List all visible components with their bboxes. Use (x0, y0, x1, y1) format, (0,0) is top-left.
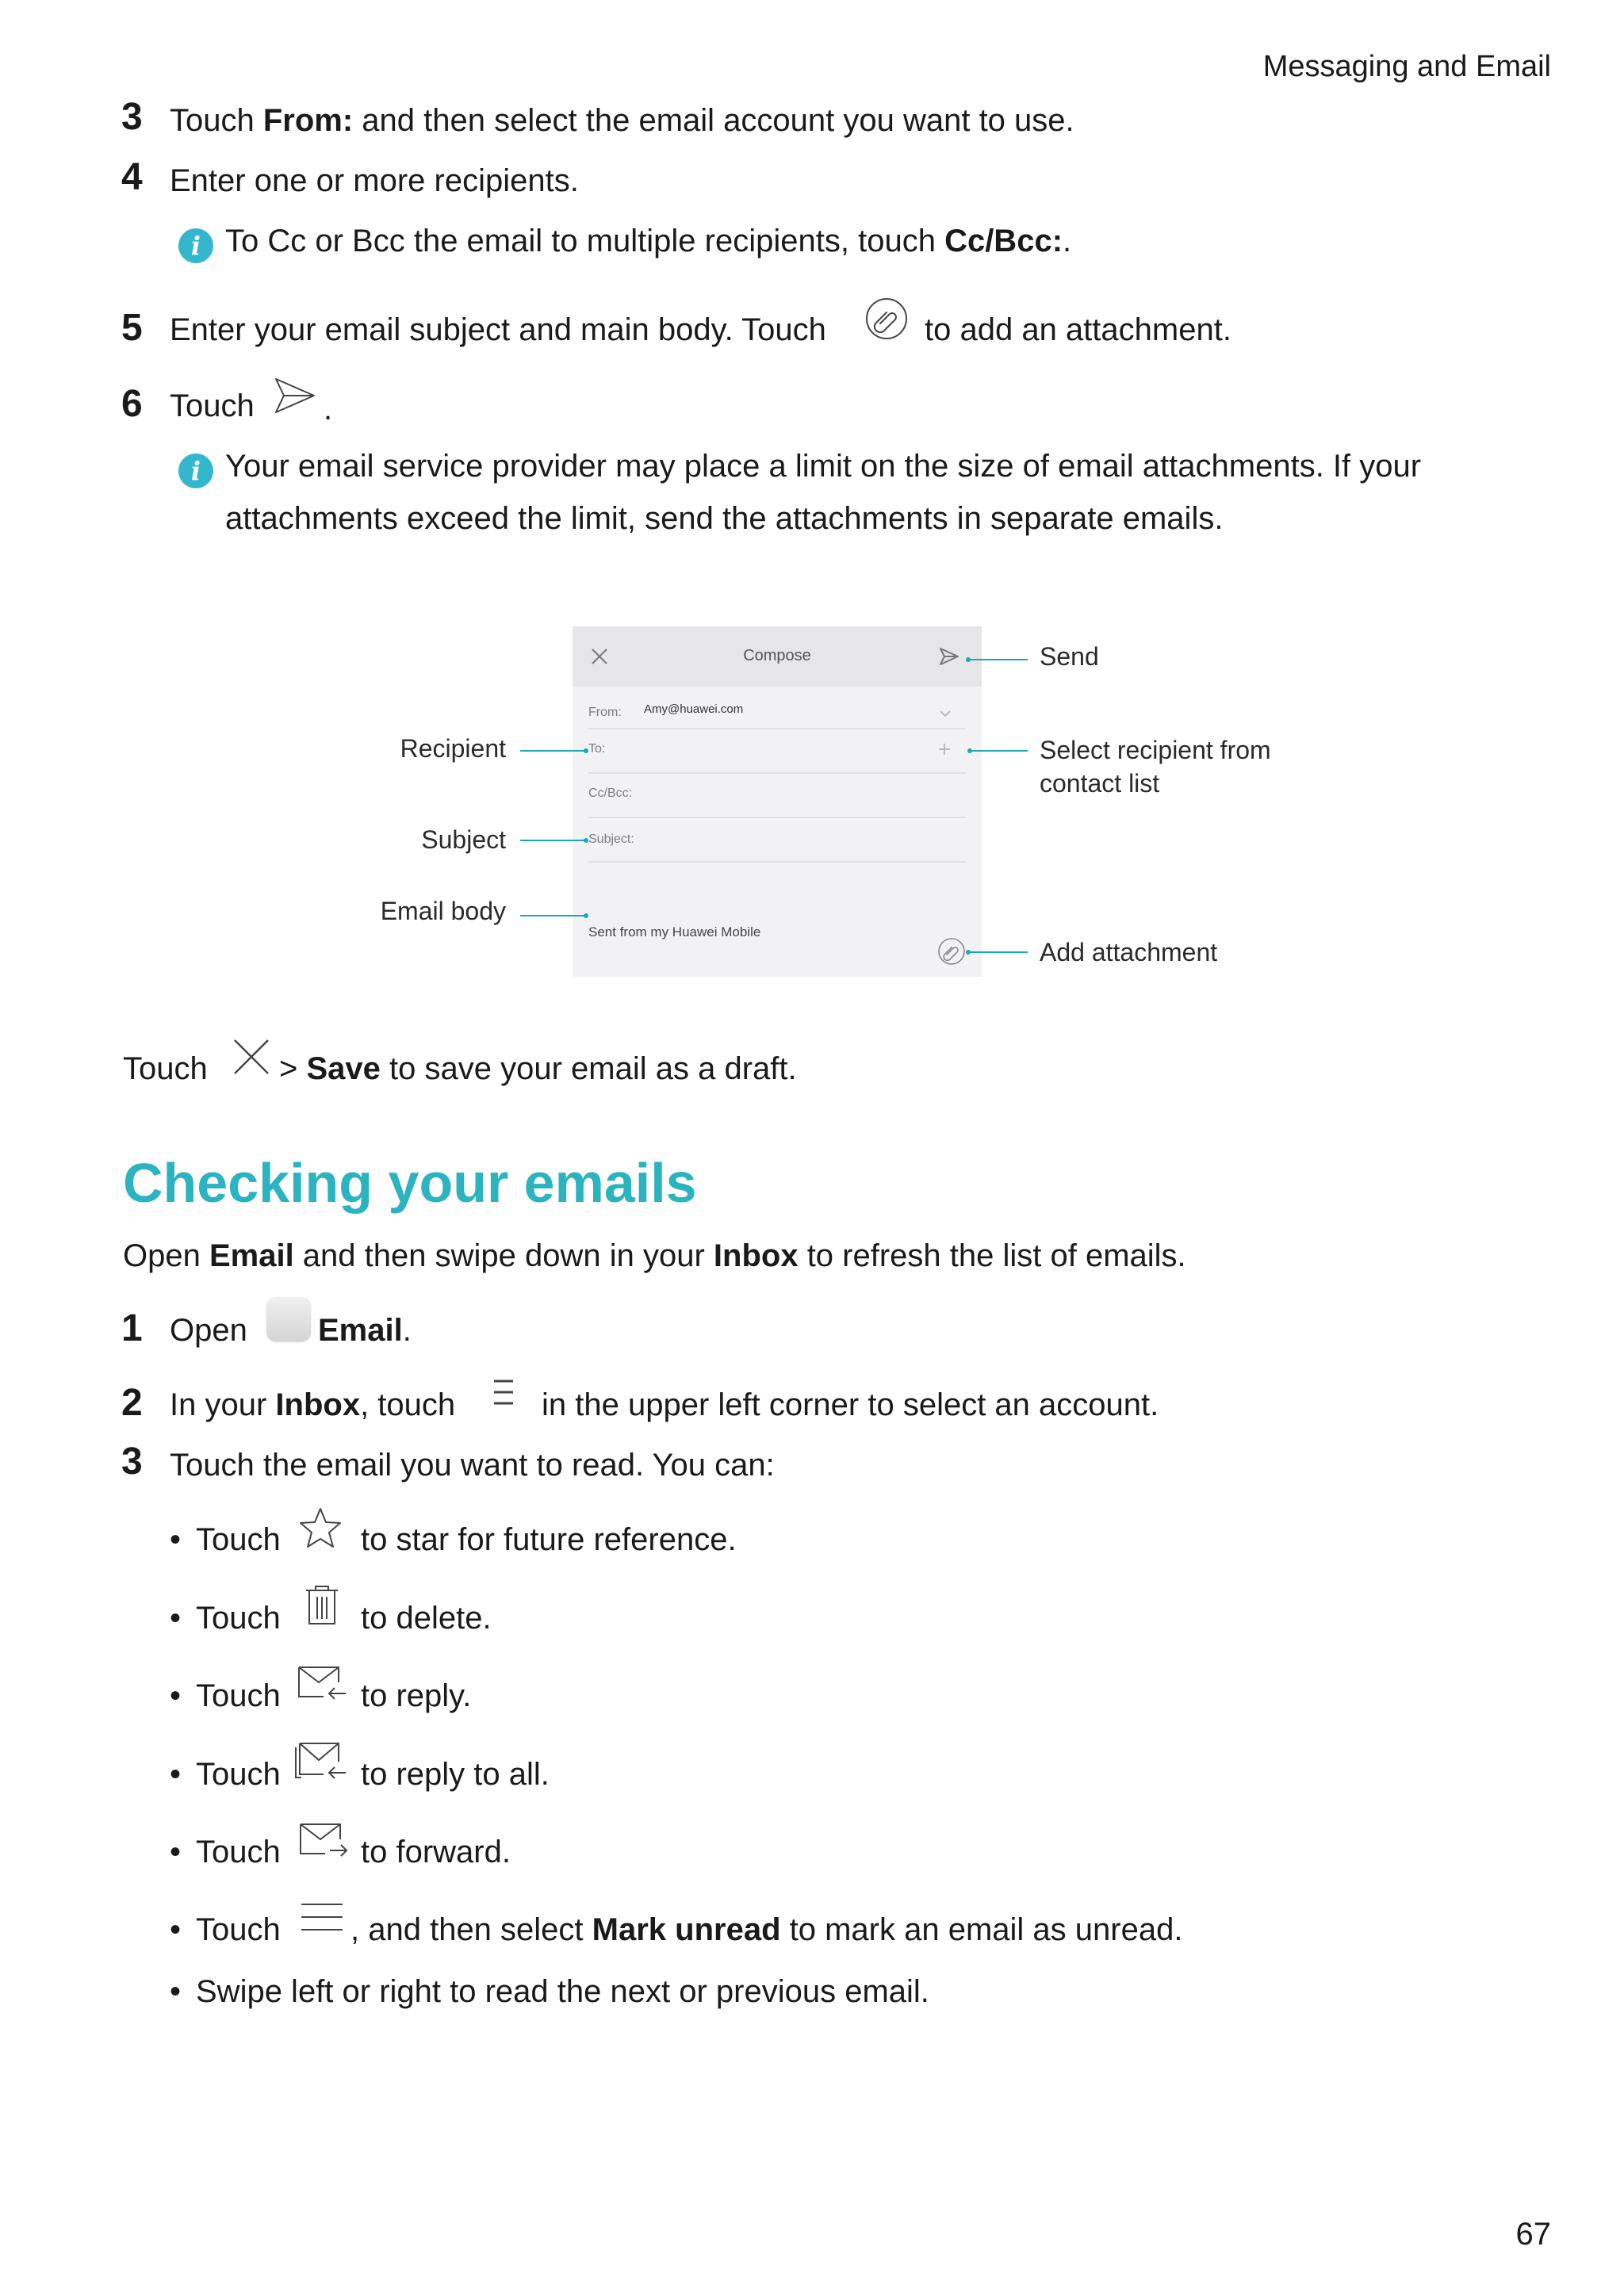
step-number: 4 (121, 156, 143, 198)
bullet-dot: • (170, 1974, 182, 2009)
forward-icon (298, 1822, 349, 1862)
callout-line-subject (520, 840, 587, 841)
send-icon (273, 376, 317, 415)
bullet-text: to delete. (361, 1601, 492, 1636)
divider (588, 772, 966, 774)
step-text-continued: to add an attachment. (925, 312, 1231, 347)
step-text: Enter one or more recipients. (170, 163, 579, 198)
callout-add-attachment: Add attachment (1040, 938, 1218, 966)
section-intro: Open Email and then swipe down in your Inbox to refresh the list of emails. (123, 1238, 1186, 1273)
bullet-dot: • (170, 1757, 182, 1792)
callout-line-email-body (520, 915, 587, 916)
step-text-continued: in the upper left corner to select an account. (542, 1387, 1159, 1422)
callout-dot (967, 748, 972, 753)
step-text: Open (170, 1313, 247, 1348)
callout-dot (966, 657, 971, 662)
callout-email-body: Email body (380, 897, 506, 925)
callout-select-recipient-line2: contact list (1040, 769, 1160, 798)
step-text-continued: Email. (318, 1313, 412, 1348)
to-label: To: (588, 742, 606, 756)
note-text-line1: Your email service provider may place a limit on the size of email attachments. If your (225, 449, 1422, 484)
bullet-dot: • (170, 1912, 182, 1947)
step-number: 6 (121, 383, 143, 425)
bullet-text: to reply to all. (361, 1757, 550, 1792)
divider (588, 861, 966, 863)
note-text: To Cc or Bcc the email to multiple recipients, touch Cc/Bcc:. (225, 224, 1072, 258)
bullet-text: , and then select Mark unread to mark an email as unread. (350, 1912, 1183, 1947)
star-icon (298, 1506, 343, 1551)
step-number: 2 (121, 1382, 143, 1424)
callout-line-select-recipient (969, 750, 1028, 752)
note-text-line2: attachments exceed the limit, send the attachments in separate emails. (225, 501, 1224, 536)
divider (588, 817, 966, 818)
email-app-icon (266, 1297, 311, 1341)
bullet-text: to reply. (361, 1678, 472, 1713)
subject-label: Subject: (588, 832, 634, 846)
compose-title: Compose (743, 647, 811, 664)
bullet-text-pre: Touch (196, 1601, 281, 1636)
callout-line-recipient (520, 750, 587, 752)
step-text-continued: . (324, 392, 333, 427)
send-icon (939, 647, 959, 670)
bullet-dot: • (170, 1522, 182, 1557)
plus-icon (937, 742, 952, 760)
bullet-dot: • (170, 1678, 182, 1713)
ccbcc-label: Cc/Bcc: (588, 786, 633, 800)
step-number: 1 (121, 1307, 143, 1349)
section-heading: Checking your emails (123, 1152, 697, 1214)
trash-icon (303, 1584, 341, 1627)
close-icon (232, 1037, 271, 1077)
callout-line-send (967, 659, 1028, 660)
attachment-icon (864, 297, 909, 341)
step-number: 3 (121, 96, 143, 138)
reply-all-icon (293, 1741, 347, 1784)
callout-subject: Subject (421, 825, 506, 854)
step-text: Touch (170, 388, 255, 423)
divider (588, 728, 966, 729)
from-label: From: (588, 706, 622, 719)
bullet-text-pre: Touch (196, 1522, 281, 1557)
step-text: Touch the email you want to read. You can: (170, 1448, 775, 1483)
bullet-text: to forward. (361, 1835, 511, 1869)
callout-dot (584, 748, 588, 753)
callout-send: Send (1040, 642, 1099, 671)
bullet-text: to star for future reference. (361, 1522, 737, 1557)
signature-text: Sent from my Huawei Mobile (588, 924, 761, 939)
step-text: In your Inbox, touch (170, 1387, 456, 1422)
menu-icon (492, 1376, 515, 1408)
bullet-dot: • (170, 1835, 182, 1869)
page-number: 67 (1515, 2217, 1551, 2252)
info-icon: i (178, 228, 213, 263)
callout-dot (966, 950, 971, 955)
attachment-icon (937, 937, 966, 970)
callout-dot (584, 838, 588, 843)
from-value: Amy@huawei.com (644, 702, 744, 716)
step-number: 3 (121, 1441, 143, 1483)
callout-select-recipient-line1: Select recipient from (1040, 736, 1271, 764)
bullet-text-pre: Touch (196, 1912, 281, 1947)
chevron-down-icon (939, 707, 952, 721)
draft-text: > Save to save your email as a draft. (279, 1051, 797, 1086)
callout-line-add-attachment (967, 951, 1028, 953)
info-icon: i (178, 453, 213, 488)
draft-text-pre: Touch (123, 1051, 208, 1086)
bullet-text-pre: Touch (196, 1835, 281, 1869)
step-text: Touch From: and then select the email account you want to use. (170, 103, 1074, 138)
step-text: Enter your email subject and main body. Touch (170, 312, 826, 347)
callout-recipient: Recipient (400, 734, 506, 763)
menu-icon (300, 1901, 344, 1933)
reply-icon (297, 1665, 347, 1705)
bullet-dot: • (170, 1601, 182, 1636)
bullet-text-pre: Touch (196, 1757, 281, 1792)
running-header: Messaging and Email (1262, 50, 1551, 83)
bullet-text-pre: Touch (196, 1678, 281, 1713)
callout-dot (584, 913, 588, 918)
bullet-text: Swipe left or right to read the next or previous email. (196, 1974, 929, 2009)
compose-screen-mockup (573, 626, 982, 977)
step-number: 5 (121, 307, 143, 349)
